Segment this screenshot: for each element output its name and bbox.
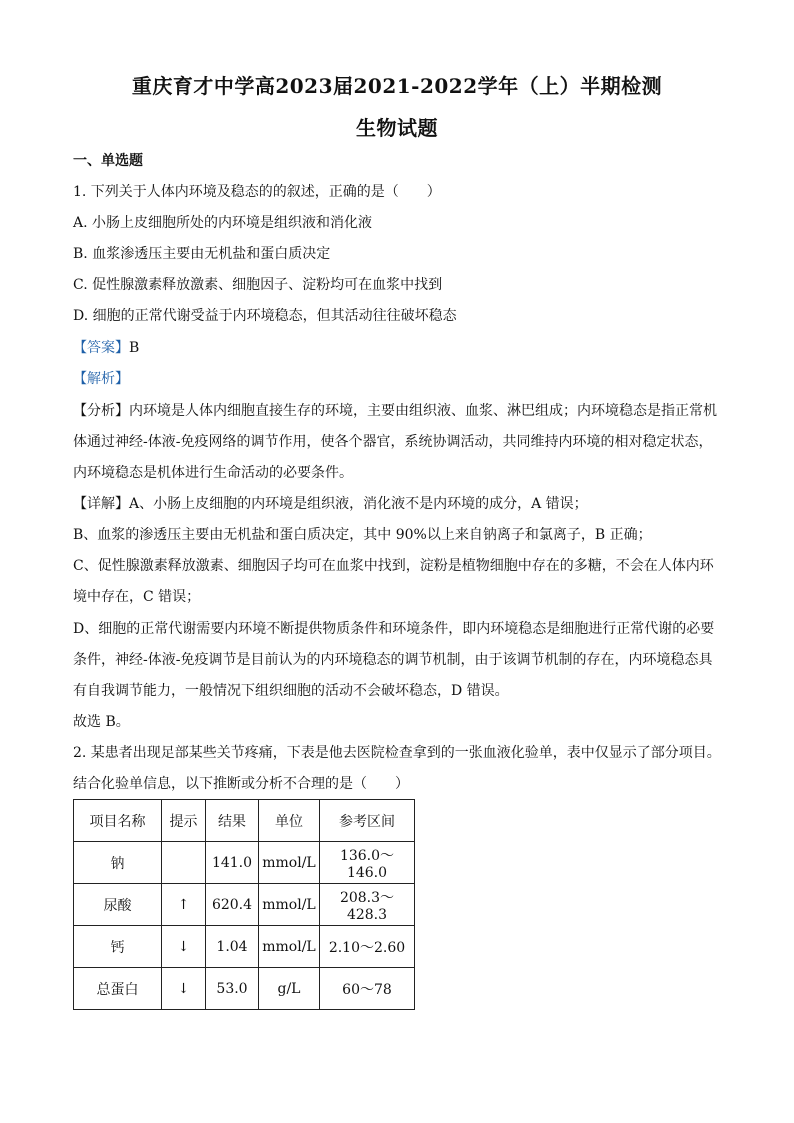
cell-hint: ↓ <box>162 926 206 968</box>
xiangjie-line-1: 【详解】A、小肠上皮细胞的内环境是组织液，消化液不是内环境的成分，A 错误； <box>73 496 588 512</box>
q1-answer <box>73 338 733 358</box>
table-header-row <box>74 800 415 842</box>
cell-reference: 136.0～146.0 <box>320 842 415 884</box>
cell-hint: ↓ <box>162 968 206 1010</box>
xiangjie-line-6: 条件，神经-体液-免疫调节是目前认为的内环境稳态的调节机制，由于该调节机制的存在，内环境稳态具 <box>73 652 713 668</box>
table-row <box>74 884 415 926</box>
cell-result: 141.0 <box>206 842 259 884</box>
q1-option-c: C. 促性腺激素释放激素、细胞因子、淀粉均可在血浆中找到 <box>73 277 443 293</box>
q1-option-a: A. 小肠上皮细胞所处的内环境是组织液和消化液 <box>73 215 373 231</box>
cell-hint <box>162 842 206 884</box>
exam-title: 重庆育才中学高2023届2021-2022学年（上）半期检测 <box>131 74 663 98</box>
header-reference: 参考区间 <box>320 800 415 842</box>
cell-reference: 60～78 <box>320 968 415 1010</box>
cell-result: 53.0 <box>206 968 259 1010</box>
xiangjie-line-3: C、促性腺激素释放激素、细胞因子均可在血浆中找到，淀粉是植物细胞中存在的多糖，不会在人体内环 <box>73 558 714 574</box>
lab-result-table <box>73 799 415 1010</box>
q2-stem-line-2: 结合化验单信息，以下推断或分析不合理的是（ ） <box>73 776 409 792</box>
xiangjie-line-7: 有自我调节能力，一般情况下组织细胞的活动不会破坏稳态，D 错误。 <box>73 683 509 699</box>
cell-item: 总蛋白 <box>74 968 162 1010</box>
xiangjie-line-2: B、血浆的渗透压主要由无机盐和蛋白质决定，其中 90%以上来自钠离子和氯离子，B 正确； <box>73 527 652 543</box>
fenxi-line-1: 【分析】内环境是人体内细胞直接生存的环境，主要由组织液、血浆、淋巴组成；内环境稳态是指正常机 <box>73 403 717 419</box>
cell-reference: 2.10～2.60 <box>320 926 415 968</box>
xiangjie-line-5: D、细胞的正常代谢需要内环境不断提供物质条件和环境条件，即内环境稳态是细胞进行正常代谢的必要 <box>73 621 715 637</box>
q2-stem-line-1: 2. 某患者出现足部某些关节疼痛，下表是他去医院检查拿到的一张血液化验单，表中仅显示了部分项目。 <box>73 745 721 761</box>
cell-item: 钙 <box>74 926 162 968</box>
q1-stem: 1. 下列关于人体内环境及稳态的的叙述，正确的是（ ） <box>73 184 441 200</box>
header-unit: 单位 <box>259 800 320 842</box>
xiangjie-line-4: 境中存在，C 错误； <box>73 589 201 605</box>
cell-unit: mmol/L <box>259 842 320 884</box>
cell-unit: mmol/L <box>259 926 320 968</box>
fenxi-line-3: 内环境稳态是机体进行生命活动的必要条件。 <box>73 465 353 481</box>
cell-hint: ↑ <box>162 884 206 926</box>
header-result: 结果 <box>206 800 259 842</box>
cell-item: 尿酸 <box>74 884 162 926</box>
header-hint: 提示 <box>162 800 206 842</box>
fenxi-tag: 【分析】 <box>73 403 129 419</box>
section-heading: 一、单选题 <box>73 153 143 169</box>
table-row <box>74 926 415 968</box>
q1-option-b: B. 血浆渗透压主要由无机盐和蛋白质决定 <box>73 246 331 262</box>
cell-result: 1.04 <box>206 926 259 968</box>
table-row <box>74 968 415 1010</box>
cell-unit: mmol/L <box>259 884 320 926</box>
table-row <box>74 842 415 884</box>
header-item-name: 项目名称 <box>74 800 162 842</box>
q1-conclusion: 故选 B。 <box>73 714 130 730</box>
xiangjie-tag: 【详解】 <box>73 496 129 512</box>
cell-result: 620.4 <box>206 884 259 926</box>
cell-unit: g/L <box>259 968 320 1010</box>
answer-value: B <box>129 340 140 356</box>
answer-tag: 【答案】 <box>73 340 129 356</box>
q1-option-d: D. 细胞的正常代谢受益于内环境稳态，但其活动往往破坏稳态 <box>73 308 457 324</box>
fenxi-line-2: 体通过神经-体液-免疫网络的调节作用，使各个器官，系统协调活动，共同维持内环境的相对稳定状态， <box>73 434 713 450</box>
cell-item: 钠 <box>74 842 162 884</box>
exam-subject: 生物试题 <box>356 116 438 140</box>
cell-reference: 208.3～428.3 <box>320 884 415 926</box>
analysis-tag: 【解析】 <box>73 371 129 387</box>
